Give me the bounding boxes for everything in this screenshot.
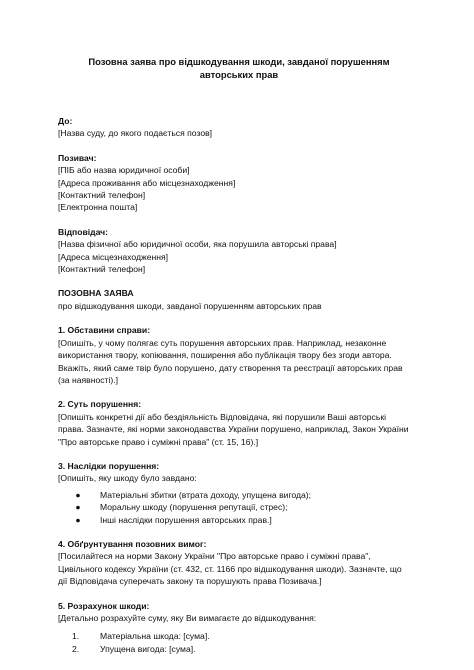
section-5-title: 5. Розрахунок шкоди: xyxy=(58,600,150,611)
section-4-line: дії Відповідача суперечать закону та порушують права Позивача.] xyxy=(58,576,322,587)
title-line-1: Позовна заява про відшкодування шкоди, завданої порушенням xyxy=(88,56,390,67)
plaintiff-label: Позивач: xyxy=(58,152,97,163)
defendant-name: [Назва фізичної або юридичної особи, яка порушила авторські права] xyxy=(58,239,337,250)
section-2-title: 2. Суть порушення: xyxy=(58,399,142,410)
document-title xyxy=(58,55,420,81)
list-item-text: Матеріальна шкода: [сума]. xyxy=(100,631,210,642)
list-item-number: 2. xyxy=(72,643,80,654)
section-5-intro: [Детально розрахуйте суму, яку Ви вимагаєте до відшкодування: xyxy=(58,613,317,623)
section-1-line: [Опишіть, у чому полягає суть порушення авторських прав. Наприклад, незаконне xyxy=(58,337,387,348)
section-1-line: (за наявності).] xyxy=(58,374,119,385)
section-2-line: [Опишіть конкретні дії або бездіяльність Відповідача, які порушили Ваші авторські xyxy=(58,411,387,422)
court-name: [Назва суду, до якого подається позов] xyxy=(58,128,213,139)
section-5 xyxy=(58,600,420,656)
list-item-text: Моральну шкоду (порушення репутації, стрес); xyxy=(100,502,288,513)
section-1-line: Вкажіть, який саме твір було порушено, дату створення та реєстрації авторських прав xyxy=(58,362,403,373)
section-3 xyxy=(58,460,420,526)
defendant-phone: [Контактний телефон] xyxy=(58,264,146,275)
list-item xyxy=(72,630,420,642)
section-2-line: права. Зазначте, які норми законодавства України порушено, наприклад, Закон України xyxy=(58,424,409,435)
section-1-line: використання твору, копіювання, поширення або публікація твору без згоди автора. xyxy=(58,350,392,361)
section-1-title: 1. Обставини справи: xyxy=(58,325,151,336)
damage-list xyxy=(58,489,420,526)
to-block xyxy=(58,115,420,140)
damage-calculation-list xyxy=(58,630,420,655)
plaintiff-address: [Адреса проживання або місцезнаходження] xyxy=(58,177,236,188)
to-label: До: xyxy=(58,116,73,126)
list-item-text: Упущена вигода: [сума]. xyxy=(100,643,196,654)
section-2-line: "Про авторське право і суміжні права" (ст. 15, 16).] xyxy=(58,436,259,447)
section-4-line: [Посилайтеся на норми Закону України "Про авторське право і суміжні права", xyxy=(58,551,371,562)
bullet-icon: ● xyxy=(75,489,81,500)
bullet-icon: ● xyxy=(75,514,81,525)
bullet-icon: ● xyxy=(75,502,81,513)
plaintiff-phone: [Контактний телефон] xyxy=(58,190,146,201)
section-2 xyxy=(58,398,420,448)
list-item xyxy=(72,501,420,513)
section-3-intro: [Опишіть, яку шкоду було завдано: xyxy=(58,473,197,484)
claim-heading-block xyxy=(58,287,420,312)
plaintiff-email: [Електронна пошта] xyxy=(58,202,138,213)
plaintiff-block xyxy=(58,152,420,214)
document-page xyxy=(58,55,420,667)
plaintiff-name: [ПІБ або назва юридичної особи] xyxy=(58,165,190,176)
defendant-label: Відповідач: xyxy=(58,226,109,237)
claim-subheading: про відшкодування шкоди, завданої порушенням авторських прав xyxy=(58,300,322,311)
section-4-line: Цивільного кодексу України (ст. 432, ст. 1166 про відшкодування шкоди). Зазначте, що xyxy=(58,563,402,574)
list-item-text: Інші наслідки порушення авторських прав.] xyxy=(100,514,272,525)
section-4-title: 4. Обґрунтування позовних вимог: xyxy=(58,538,207,549)
defendant-block xyxy=(58,226,420,276)
section-1 xyxy=(58,324,420,386)
list-item xyxy=(72,514,420,526)
defendant-address: [Адреса місцезнаходження] xyxy=(58,251,169,262)
list-item xyxy=(72,643,420,655)
list-item-text: Матеріальні збитки (втрата доходу, упущена вигода); xyxy=(100,489,312,500)
list-item xyxy=(72,489,420,501)
claim-heading: ПОЗОВНА ЗАЯВА xyxy=(58,288,134,299)
section-4 xyxy=(58,538,420,588)
title-line-2: авторських прав xyxy=(199,69,279,80)
section-3-title: 3. Наслідки порушення: xyxy=(58,460,160,471)
list-item-number: 1. xyxy=(72,631,80,642)
